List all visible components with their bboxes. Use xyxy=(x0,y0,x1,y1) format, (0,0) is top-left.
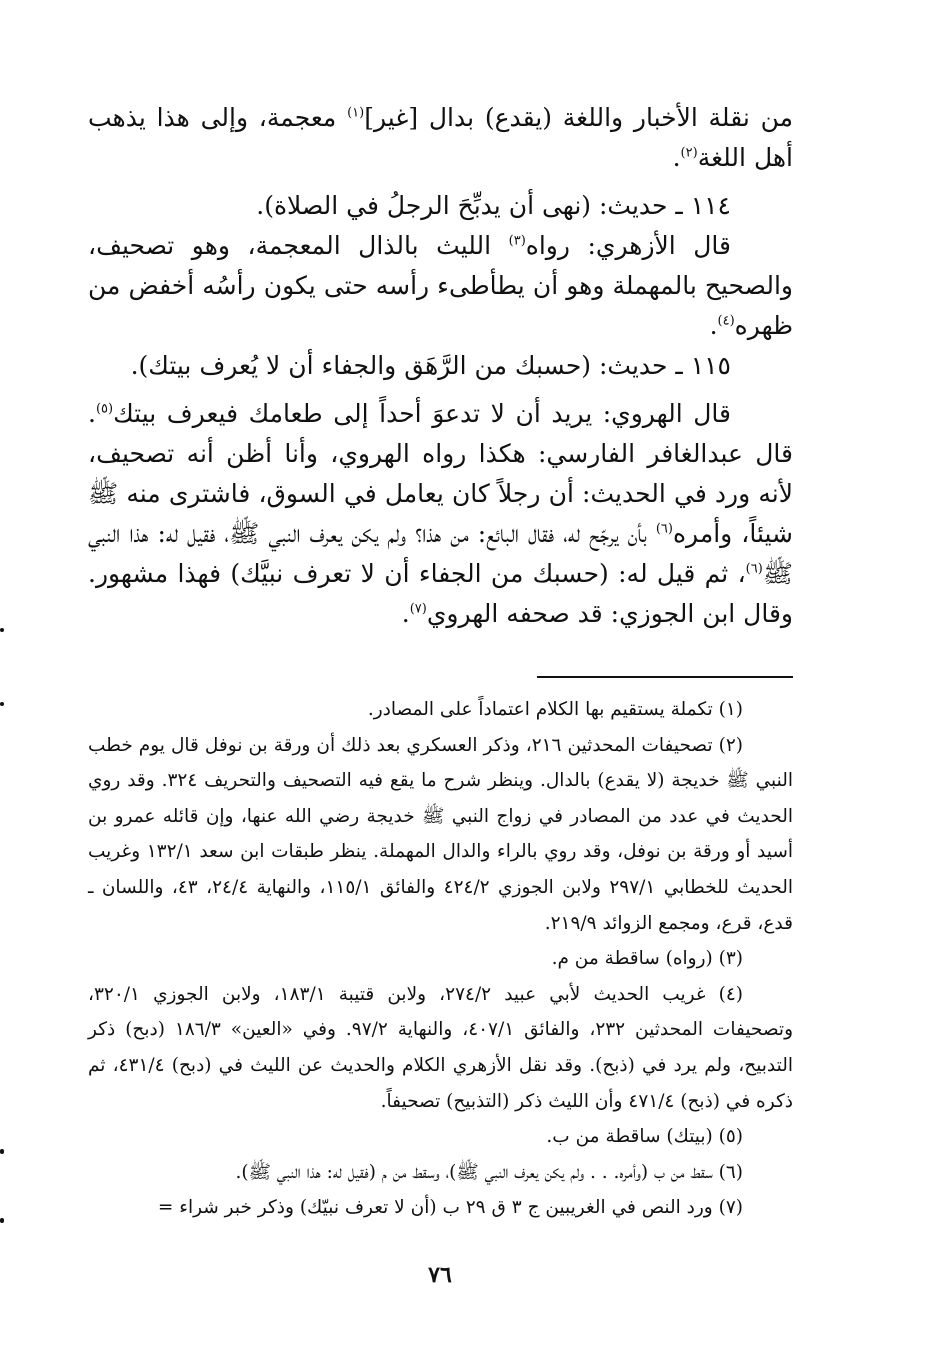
paragraph xyxy=(88,98,793,178)
text-run: معجمة، وإلى هذا يذهب أهل اللغة xyxy=(88,103,793,172)
scan-mark xyxy=(0,702,4,706)
footnote-separator xyxy=(537,676,793,678)
text-run: . xyxy=(709,311,718,340)
paragraph xyxy=(88,394,793,634)
text-run: . قال عبدالغافر الفارسي: هكذا رواه الهروي، وأنا أظن أنه تصحيف، لأنه ورد في الحديث: أن رجلاً كان يعامل في السوق، فاشترى منه ﷺ شيئاً، وأمره xyxy=(88,399,793,548)
footnote-2: (٢) تصحيفات المحدثين ٢١٦، وذكر العسكري بعد ذلك أن ورقة بن نوفل قال يوم خطب النبي ﷺ خديجة (لا يقدع) بالدال. وينظر شرح ما يقع فيه التصحيف والتحريف ٣٢٤. وقد روي الحديث في عدد من المصادر في زواج النبي ﷺ خديجة رضي الله عنها، وإن قائله عمرو بن أسيد أو ورقة بن نوفل، وقد روي بالراء والدال المهملة. ينظر طبقات ابن سعد ١٣٢/١ وغريب الحديث للخطابي ٢٩٧/١ ولابن الجوزي ٤٢٤/٢ والفائق ١١٥/١، والنهاية ٢٤/٤، ٤٣، واللسان ـ قدع، قرع، ومجمع الزوائد ٢١٩/٩. xyxy=(88,734,793,934)
scan-mark xyxy=(0,628,4,632)
text-run: . xyxy=(672,143,681,172)
footnote-3: (٣) (رواه) ساقطة من م. xyxy=(551,948,743,970)
footnote-5: (٥) (بيتك) ساقطة من ب. xyxy=(546,1126,743,1148)
footnote-ref: (٢) xyxy=(680,145,698,161)
text-run: من نقلة الأخبار واللغة (يقدع) بدال [غير] xyxy=(364,103,793,132)
text-run: ، ثم قيل له: (حسبك من الجفاء أن لا تعرف نبيَّك) فهذا مشهور. وقال ابن الجوزي: قد صحفه الهروي xyxy=(88,559,793,628)
scan-mark xyxy=(0,1149,4,1154)
page-number: ٧٦ xyxy=(428,1262,452,1288)
scan-mark xyxy=(0,1218,4,1223)
text-run: الليث بالذال المعجمة، وهو تصحيف، والصحيح بالمهملة وهو أن يطأطىء رأسه حتى يكون رأسُه أخفض من ظهره xyxy=(88,231,793,340)
text-run: ١١٥ ـ حديث: (حسبك من الرَّهَق والجفاء أن لا يُعرف بيتك). xyxy=(130,351,731,380)
footnote-ref: (٤) xyxy=(717,313,735,329)
footnote-ref: (٣) xyxy=(508,233,526,249)
footnote-ref: (١) xyxy=(347,105,365,121)
footnotes xyxy=(88,692,793,1226)
hadith-heading xyxy=(88,186,793,226)
footnote-ref: (٦) xyxy=(655,521,673,537)
text-run: ١١٤ ـ حديث: (نهى أن يدبِّحَ الرجلُ في الصلاة). xyxy=(256,191,731,220)
footnote-ref: (٦) xyxy=(745,561,763,577)
text-run: . xyxy=(401,599,410,628)
footnote-ref: (٥) xyxy=(95,401,114,417)
footnote-ref: (٧) xyxy=(409,601,427,617)
footnote-4: (٤) غريب الحديث لأبي عبيد ٢٧٤/٢، ولابن قتيبة ١٨٣/١، ولابن الجوزي ٣٢٠/١، وتصحيفات المحدثين ٢٣٢، والفائق ٤٠٧/١، والنهاية ٩٧/٢. وفي «العين» ١٨٦/٣ (دبح) ذكر التدبيح، ولم يرد في (ذبح). وقد نقل الأزهري الكلام والحديث عن الليث في (دبح) ٤٣١/٤، ثم ذكره في (ذبح) ٤٧١/٤ وأن الليث ذكر (التذبيح) تصحيفاً. xyxy=(88,983,793,1112)
paragraph xyxy=(88,226,793,346)
footnote-7: (٧) ورد النص في الغريبين ج ٣ ق ٢٩ ب (أن لا تعرف نبيّك) وذكر خبر شراء = xyxy=(157,1197,743,1219)
hadith-heading xyxy=(88,346,793,386)
footnote-1: (١) تكملة يستقيم بها الكلام اعتماداً على المصادر. xyxy=(367,699,743,720)
text-run: قال الهروي: يريد أن لا تدعوَ أحداً إلى طعامك فيعرف بيتك xyxy=(113,399,731,428)
text-run: قال الأزهري: رواه xyxy=(525,231,732,260)
text-run: بأن يرجّح له، فقال البائع: من هذا؟ ولم يكن يعرف النبي ﷺ، فقيل له: هذا النبي ﷺ xyxy=(88,519,793,588)
page-body xyxy=(88,98,793,1226)
footnote-6: (٦) سقط من ب (وأمره. . . ولم يكن يعرف النبي ﷺ)، وسقط من م (فقيل له: هذا النبي ﷺ). xyxy=(235,1161,743,1183)
main-text xyxy=(88,98,793,634)
